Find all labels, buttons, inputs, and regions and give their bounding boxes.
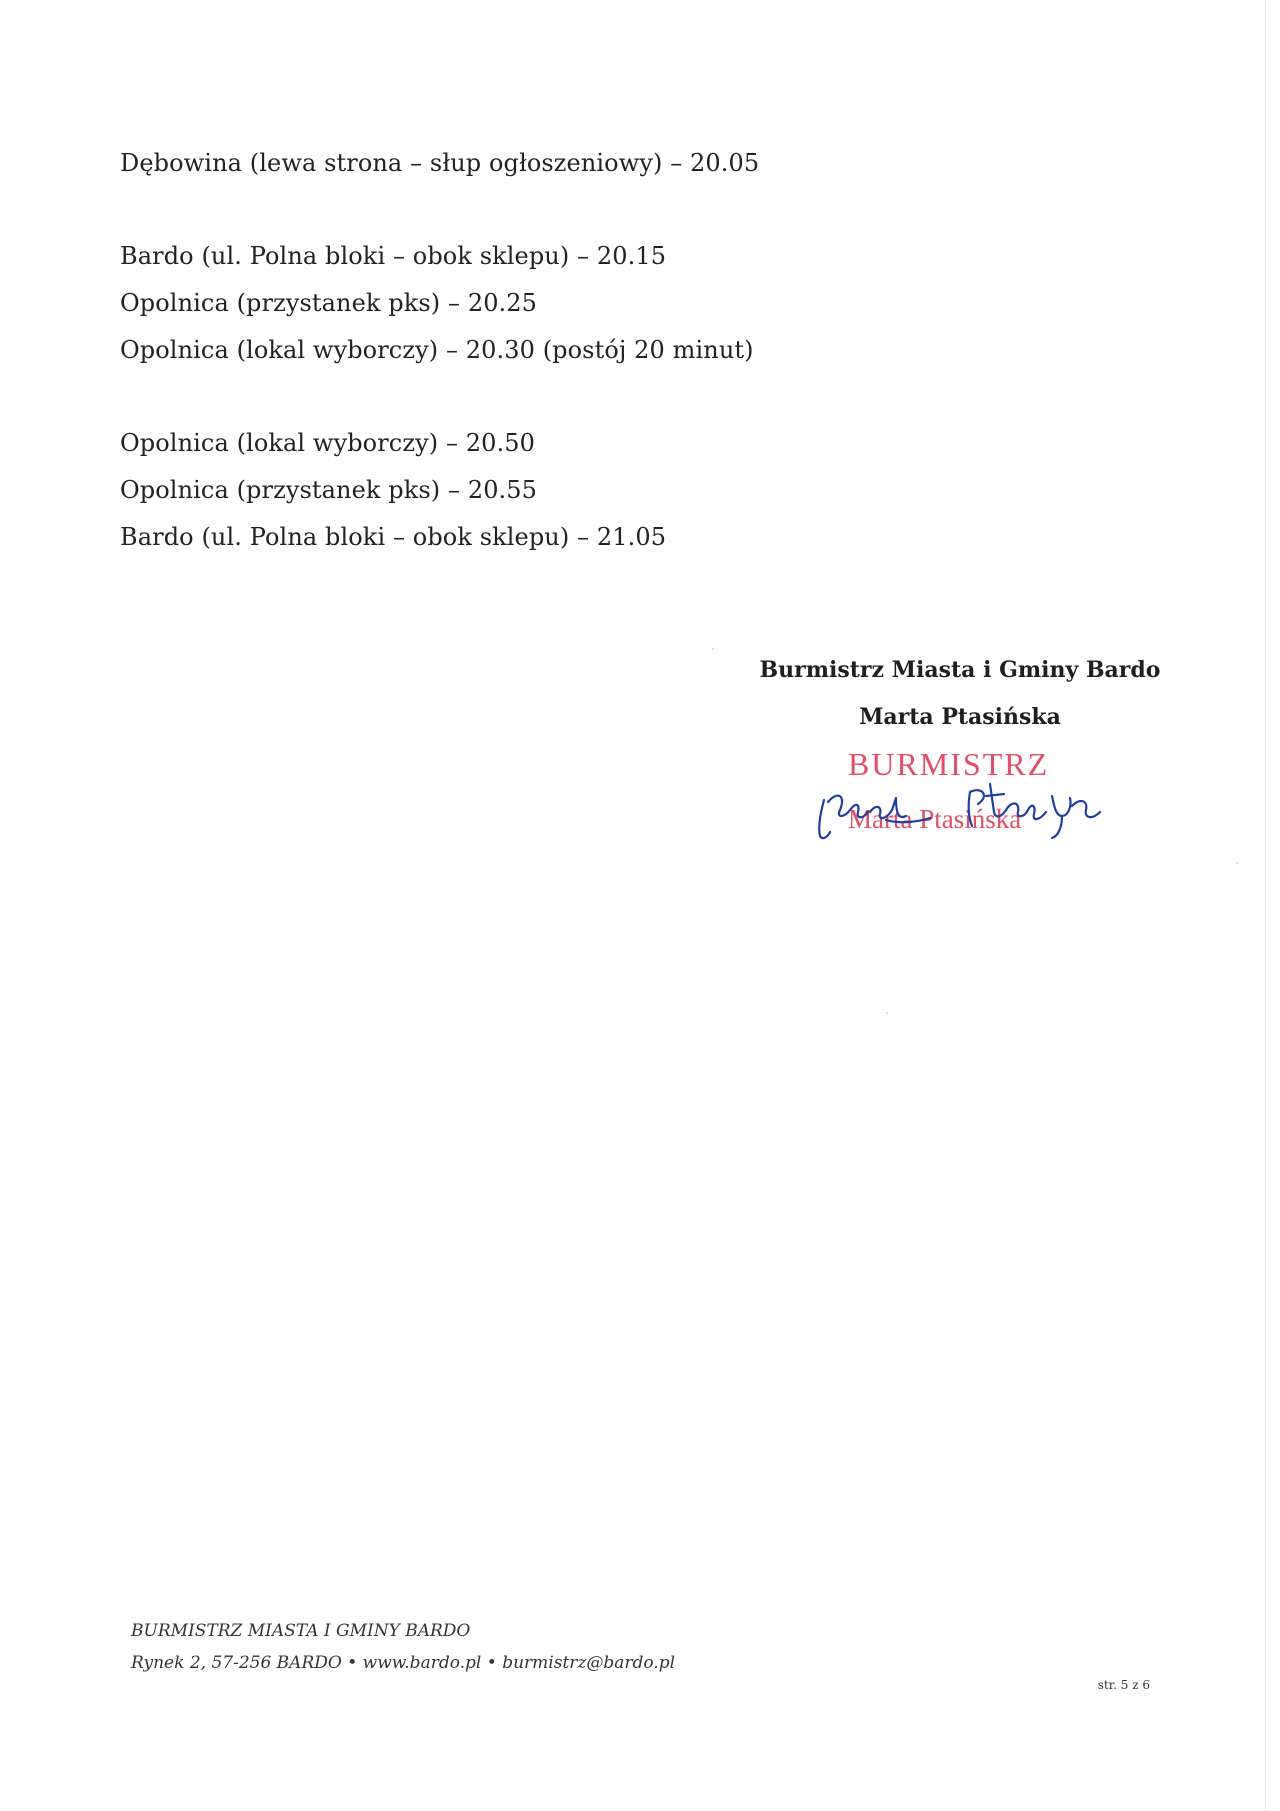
schedule-line: Opolnica (lokal wyborczy) – 20.30 (postój 20 minut) (120, 336, 754, 364)
signature-stroke (1006, 803, 1046, 819)
scan-speck (712, 648, 714, 650)
signature-stroke (828, 796, 868, 818)
group-spacer (120, 187, 820, 233)
bus-schedule (120, 140, 820, 561)
scan-speck (886, 1012, 888, 1014)
schedule-group-3 (120, 420, 820, 561)
stamp-title: BURMISTRZ (848, 746, 1050, 782)
signature-stroke (1052, 796, 1071, 838)
signature-stroke (819, 800, 830, 838)
footer-office-name: BURMISTRZ MIASTA I GMINY BARDO (131, 1621, 471, 1641)
scan-speck (1236, 862, 1238, 864)
schedule-line: Bardo (ul. Polna bloki – obok sklepu) – 21.05 (120, 523, 667, 551)
official-stamp (800, 740, 1120, 850)
schedule-line: Opolnica (przystanek pks) – 20.25 (120, 289, 538, 317)
group-spacer (120, 374, 820, 420)
schedule-line: Dębowina (lewa strona – słup ogłoszeniowy) – 20.05 (120, 149, 760, 177)
signatory-title: Burmistrz Miasta i Gminy Bardo (759, 657, 1161, 683)
signature-stroke (870, 798, 906, 818)
signature-stroke (986, 784, 1006, 816)
signature-stroke (1072, 801, 1100, 817)
signature-stroke (886, 818, 930, 822)
schedule-line: Opolnica (przystanek pks) – 20.55 (120, 476, 538, 504)
stamp-name: Marta Ptasińska (848, 804, 1022, 834)
signature-stroke (969, 790, 984, 826)
signatory-name: Marta Ptasińska (859, 704, 1061, 730)
footer (131, 1620, 675, 1674)
schedule-group-2 (120, 233, 820, 374)
signature-block (740, 655, 1180, 732)
page-number: str. 5 z 6 (1097, 1678, 1150, 1692)
footer-contact: Rynek 2, 57-256 BARDO • www.bardo.pl • burmistrz@bardo.pl (131, 1653, 676, 1673)
schedule-line: Bardo (ul. Polna bloki – obok sklepu) – 20.15 (120, 242, 667, 270)
handwritten-signature (800, 740, 1120, 850)
schedule-group-1 (120, 140, 820, 187)
schedule-line: Opolnica (lokal wyborczy) – 20.50 (120, 429, 535, 457)
page-edge (1265, 0, 1266, 1811)
